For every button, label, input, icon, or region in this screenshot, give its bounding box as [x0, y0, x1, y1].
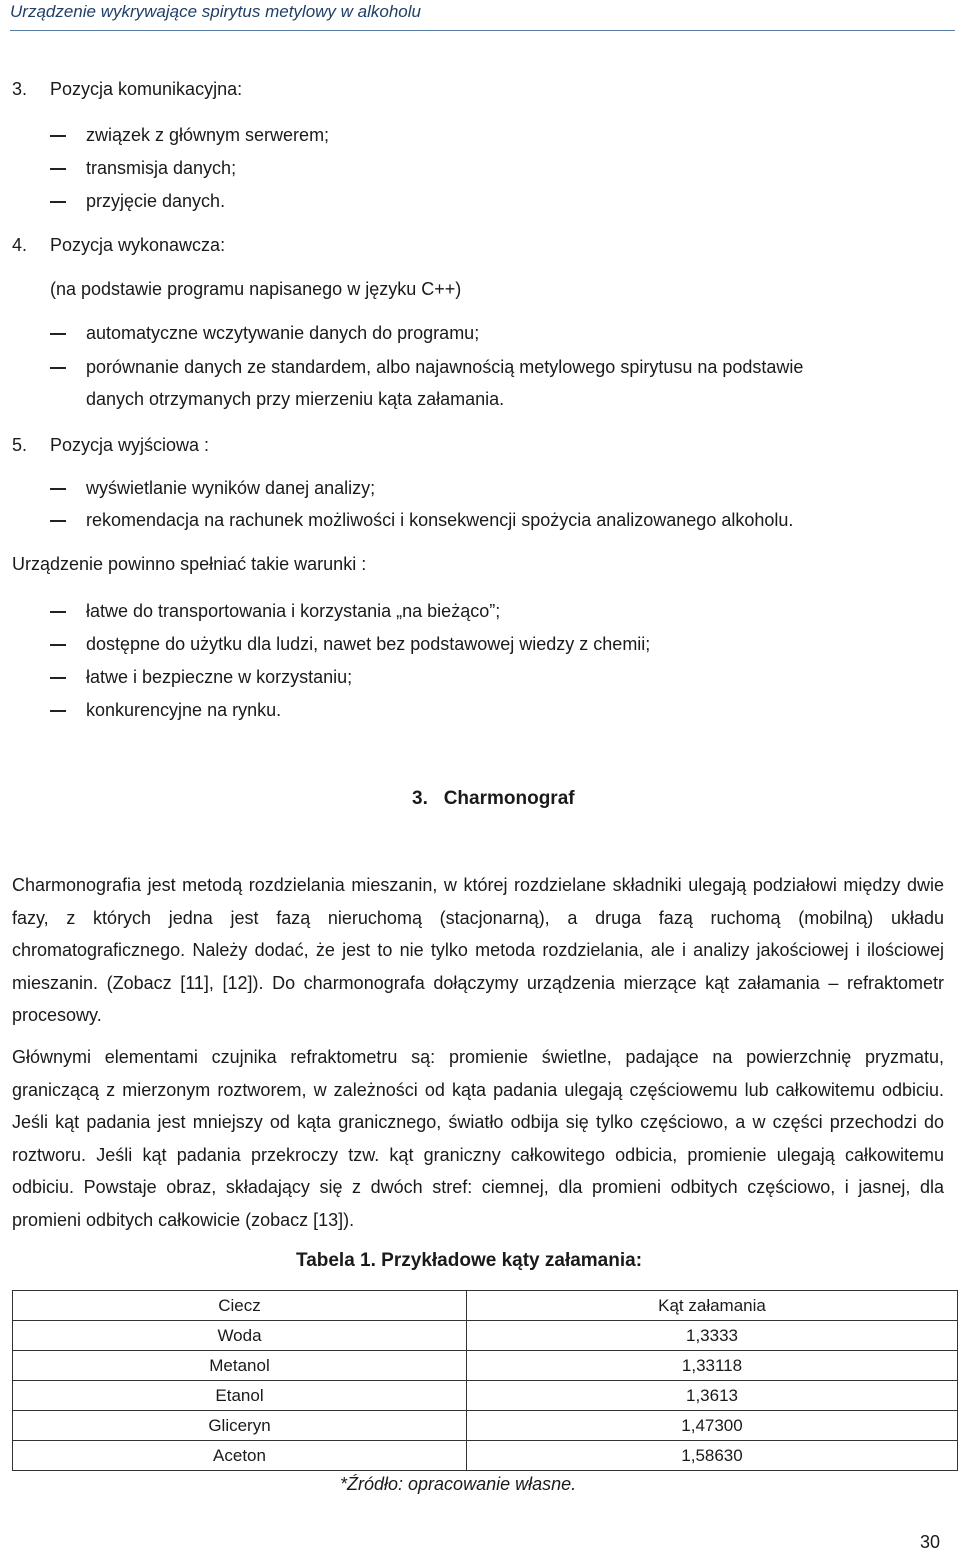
table-cell: 1,33118 [467, 1351, 958, 1381]
list-item [0, 600, 960, 624]
dash-bullet [50, 135, 66, 137]
list-item-text: automatyczne wczytywanie danych do programu; [86, 323, 480, 343]
table-cell: Aceton [13, 1441, 467, 1471]
dash-bullet [50, 644, 66, 646]
table-caption: Tabela 1. Przykładowe kąty załamania: [296, 1250, 643, 1271]
list-item [0, 666, 960, 690]
list-item [0, 633, 960, 657]
list-item-text: związek z głównym serwerem; [86, 125, 330, 145]
table-row [13, 1381, 958, 1411]
list-item [0, 477, 960, 501]
section-3-number: 3. [12, 79, 28, 99]
dash-bullet [50, 520, 66, 522]
list-item [0, 322, 960, 346]
list-item-text: rekomendacja na rachunek możliwości i konsekwencji spożycia analizowanego alkoholu. [86, 510, 794, 530]
dash-bullet [50, 710, 66, 712]
table-row [13, 1351, 958, 1381]
page-number: 30 [920, 1532, 941, 1552]
list-item [0, 699, 960, 723]
list-item-text: wyświetlanie wyników danej analizy; [86, 478, 376, 498]
table-header-row [13, 1291, 958, 1321]
running-header: Urządzenie wykrywające spirytus metylowy w alkoholu [10, 2, 421, 21]
table-cell: 1,3613 [467, 1381, 958, 1411]
dash-bullet [50, 201, 66, 203]
table-header-cell: Ciecz [13, 1291, 467, 1321]
list-item-text: transmisja danych; [86, 158, 237, 178]
list-item [0, 157, 960, 181]
table-cell: 1,3333 [467, 1321, 958, 1351]
section-4-number: 4. [12, 235, 28, 255]
chapter-heading [412, 788, 575, 810]
list-item-continuation: danych otrzymanych przy mierzeniu kąta załamania. [86, 389, 505, 409]
section-4-title: Pozycja wykonawcza: [50, 235, 226, 255]
section-3-title: Pozycja komunikacyjna: [50, 79, 243, 99]
chapter-title: Charmonograf [443, 788, 575, 809]
header-rule [10, 30, 955, 31]
table-cell: Woda [13, 1321, 467, 1351]
dash-bullet [50, 677, 66, 679]
table-row [13, 1441, 958, 1471]
dash-bullet [50, 168, 66, 170]
table-row [13, 1321, 958, 1351]
list-item [0, 124, 960, 148]
paragraph: Głównymi elementami czujnika refraktometru są: promienie świetlne, padające na powierzchnię pryzmatu, graniczącą z mierzonym roztworem, w zależności od kąta padania ulegają częściowemu lub całkowitemu odbiciu. Jeśli kąt padania jest mniejszy od kąta granicznego, światło odbija się tylko częściowo, a w części przechodzi do roztworu. Jeśli kąt padania przekroczy tzw. kąt graniczny całkowitego odbicia, promienie ulegają całkowitemu odbiciu. Powstaje obraz, składający się z dwóch stref: ciemnej, dla promieni odbitych częściowo, i jasnej, dla promieni odbitych całkowicie (zobacz [13]). [12, 1047, 944, 1230]
list-item [0, 190, 960, 214]
table-cell: Metanol [13, 1351, 467, 1381]
table-cell: Etanol [13, 1381, 467, 1411]
refraction-table [12, 1290, 958, 1471]
table-cell: 1,58630 [467, 1441, 958, 1471]
list-item-text: konkurencyjne na rynku. [86, 700, 282, 720]
table-source: *Źródło: opracowanie własne. [340, 1474, 577, 1494]
requirements-intro: Urządzenie powinno spełniać takie warunki : [12, 554, 367, 574]
dash-bullet [50, 333, 66, 335]
table-row [13, 1411, 958, 1441]
list-item-text: łatwe i bezpieczne w korzystaniu; [86, 667, 353, 687]
section-5-title: Pozycja wyjściowa : [50, 435, 210, 455]
dash-bullet [50, 488, 66, 490]
table-cell: Gliceryn [13, 1411, 467, 1441]
dash-bullet [50, 367, 66, 369]
list-item-text: przyjęcie danych. [86, 191, 226, 211]
list-item [0, 509, 960, 533]
section-4-note: (na podstawie programu napisanego w języku C++) [50, 279, 462, 299]
list-item-text: dostępne do użytku dla ludzi, nawet bez podstawowej wiedzy z chemii; [86, 634, 651, 654]
paragraph: Charmonografia jest metodą rozdzielania mieszanin, w której rozdzielane składniki ulegają podziałowi między dwie fazy, z których jedna jest fazą nieruchomą (stacjonarną), a druga fazą ruchomą (mobilną) układu chromatograficznego. Należy dodać, że jest to nie tylko metoda rozdzielania, ale i analizy jakościowej i ilościowej mieszanin. (Zobacz [11], [12]). Do charmonografa dołączymy urządzenia mierzące kąt załamania – refraktometr procesowy. [12, 875, 944, 1026]
section-5-number: 5. [12, 435, 28, 455]
table-header-cell: Kąt załamania [467, 1291, 958, 1321]
list-item-text: porównanie danych ze standardem, albo najawnością metylowego spirytusu na podstawie [86, 357, 804, 377]
list-item-text: łatwe do transportowania i korzystania „na bieżąco”; [86, 601, 501, 621]
table-cell: 1,47300 [467, 1411, 958, 1441]
chapter-number: 3. [412, 788, 428, 809]
list-item [0, 356, 960, 380]
dash-bullet [50, 611, 66, 613]
